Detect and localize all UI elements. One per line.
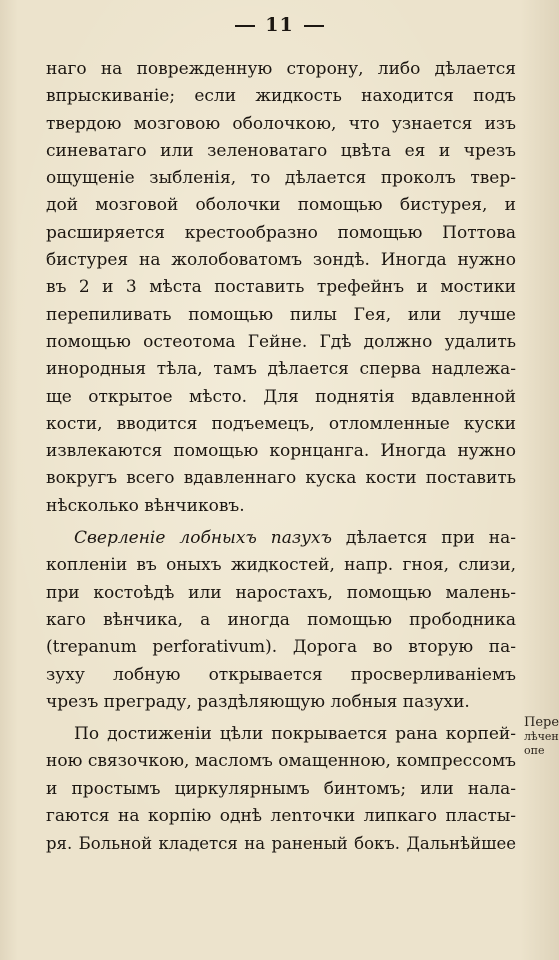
text-line: впрыскиваніе; если жидкость находится подъ <box>46 86 516 107</box>
text-line: твердою мозговою оболочкою, что узнается изъ <box>46 113 516 134</box>
margin-note-line: Пере <box>524 715 559 730</box>
italic-term: Сверленіе лобныхъ пазухъ <box>74 528 332 549</box>
page-number: 11 <box>265 14 294 36</box>
text-line: извлекаются помощью корнцанга. Иногда нужно <box>46 441 516 462</box>
header-dash-left <box>235 25 255 27</box>
text-line: перепиливать помощью пилы Гея, или лучше <box>46 304 516 325</box>
text-line: расширяется крестообразно помощью Поттова <box>46 222 516 243</box>
text-line: вокругъ всего вдавленнаго куска кости поставить <box>46 468 516 489</box>
text-line: (trepanum perforativum). Дорога во вторую па- <box>46 637 516 658</box>
text-run: дѣлается при на- <box>331 528 516 549</box>
text-line: гаются на корпію однѣ леnточки липкаго пласты- <box>46 806 516 827</box>
text-line: синеватаго или зеленоватаго цвѣта ея и чрезъ <box>46 140 516 161</box>
text-line: ощущеніе зыбленія, то дѣлается проколъ твер- <box>46 168 516 189</box>
header-dash-right <box>304 25 324 27</box>
text-line: кости, вводится подъемецъ, отломленные куски <box>46 413 516 434</box>
text-line: въ 2 и 3 мѣста поставить трефейнъ и мостики <box>46 277 516 298</box>
page-header <box>0 14 559 36</box>
text-line: при костоѣдѣ или наростахъ, помощью малень- <box>46 582 516 603</box>
text-line: помощью остеотома Гейне. Гдѣ должно удалить <box>46 331 516 352</box>
paragraph-dressing <box>46 721 516 857</box>
paragraph-trepanation <box>46 56 516 520</box>
margin-note-line: опе <box>524 744 545 757</box>
text-line: каго вѣнчика, а иногда помощью прободника <box>46 609 516 630</box>
text-line: чрезъ преграду, раздѣляющую лобныя пазухи. <box>46 691 470 712</box>
text-line: По достиженіи цѣли покрывается рана корпей- <box>74 724 516 745</box>
text-line: ря. Больной кладется на раненый бокъ. Дальнѣйшее <box>46 834 516 854</box>
body-text <box>46 56 516 858</box>
text-line: копленіи въ оныхъ жидкостей, напр. гноя, слизи, <box>46 555 516 576</box>
text-line: ною связочкою, масломъ омащенною, компрессомъ <box>46 751 516 772</box>
text-line: инородныя тѣла, тамъ дѣлается сперва надлежа- <box>46 359 516 380</box>
text-line: наго на поврежденную сторону, либо дѣлается <box>46 59 516 79</box>
paragraph-frontal-sinus <box>46 525 516 716</box>
text-line: нѣсколько вѣнчиковъ. <box>46 495 245 516</box>
text-line: дой мозговой оболочки помощью бистурея, и <box>46 195 516 216</box>
text-line: ще открытое мѣсто. Для поднятія вдавленной <box>46 386 516 407</box>
margin-note-line: лѣчен <box>524 730 559 743</box>
text-line: и простымъ циркулярнымъ бинтомъ; или нала- <box>46 778 516 799</box>
margin-note <box>524 716 559 758</box>
text-line: зуху лобную открывается просверливаніемъ <box>46 664 516 685</box>
text-line: бистурея на жолобоватомъ зондѣ. Иногда нужно <box>46 250 516 271</box>
text-line <box>46 525 516 552</box>
